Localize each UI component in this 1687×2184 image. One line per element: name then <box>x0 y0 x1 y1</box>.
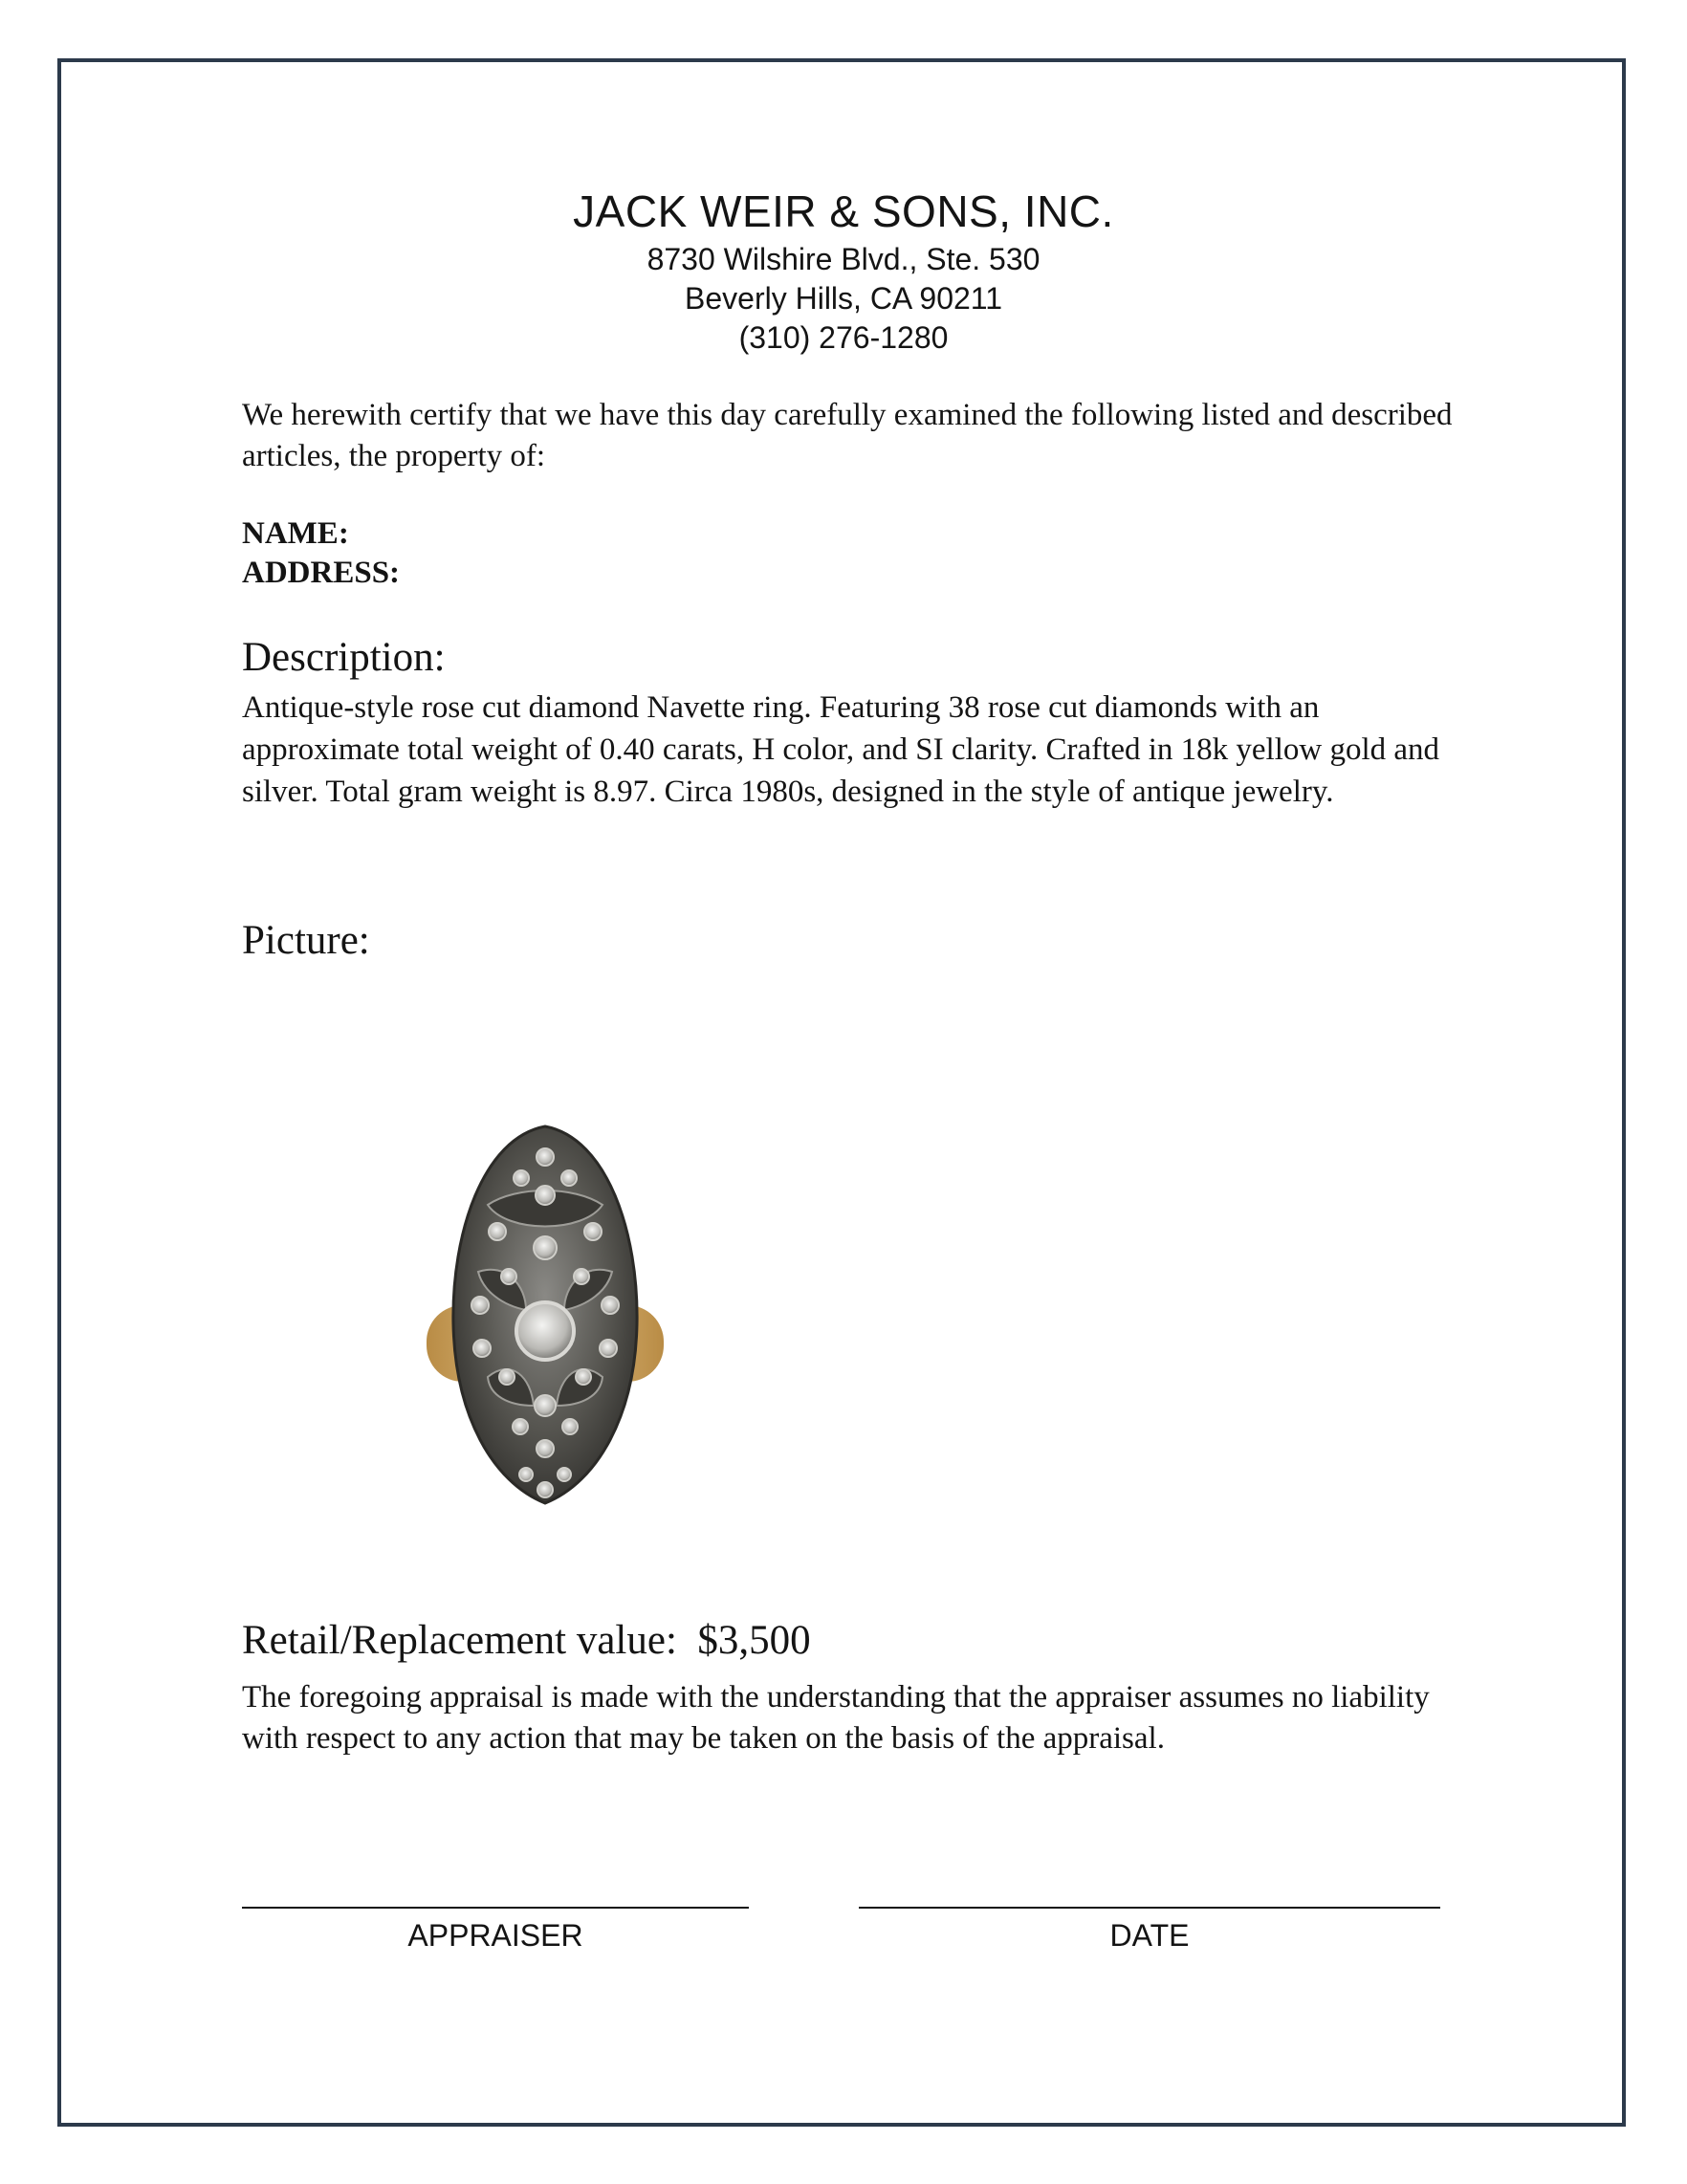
picture-heading: Picture: <box>242 918 370 963</box>
company-address-line1: 8730 Wilshire Blvd., Ste. 530 <box>646 242 1041 276</box>
ring-illustration <box>421 1119 669 1511</box>
appraiser-signature-line <box>242 1907 749 1909</box>
date-label: DATE <box>1109 1918 1190 1953</box>
description-body: Antique-style rose cut diamond Navette ring. Featuring 38 rose cut diamonds with an approximate total weight of 0.40 carats, H color, and SI clarity. Crafted in 18k yellow gold and silver. Total gram weight is 8.97. Circa 1980s, designed in the style of antique jewelry. <box>242 690 1440 809</box>
description-heading: Description: <box>242 635 446 680</box>
ring-photo <box>421 1119 669 1511</box>
center-diamond <box>516 1302 574 1360</box>
appraiser-label: APPRAISER <box>407 1918 583 1953</box>
retail-value-heading <box>242 1616 811 1666</box>
owner-name-label: NAME: <box>242 516 349 551</box>
certification-statement: We herewith certify that we have this day carefully examined the following listed and described articles, the property of: <box>242 398 1453 473</box>
company-address-line2: Beverly Hills, CA 90211 <box>685 281 1002 316</box>
page-border <box>57 58 1626 2127</box>
retail-value-label: Retail/Replacement value: <box>242 1618 677 1663</box>
retail-value-amount: $3,500 <box>697 1618 811 1663</box>
company-name: JACK WEIR & SONS, INC. <box>573 186 1114 236</box>
date-signature-line <box>859 1907 1440 1909</box>
liability-disclaimer: The foregoing appraisal is made with the understanding that the appraiser assumes no liability with respect to any action that may be taken on the basis of the appraisal. <box>242 1680 1430 1756</box>
owner-address-label: ADDRESS: <box>242 556 401 590</box>
company-phone: (310) 276-1280 <box>738 320 949 355</box>
